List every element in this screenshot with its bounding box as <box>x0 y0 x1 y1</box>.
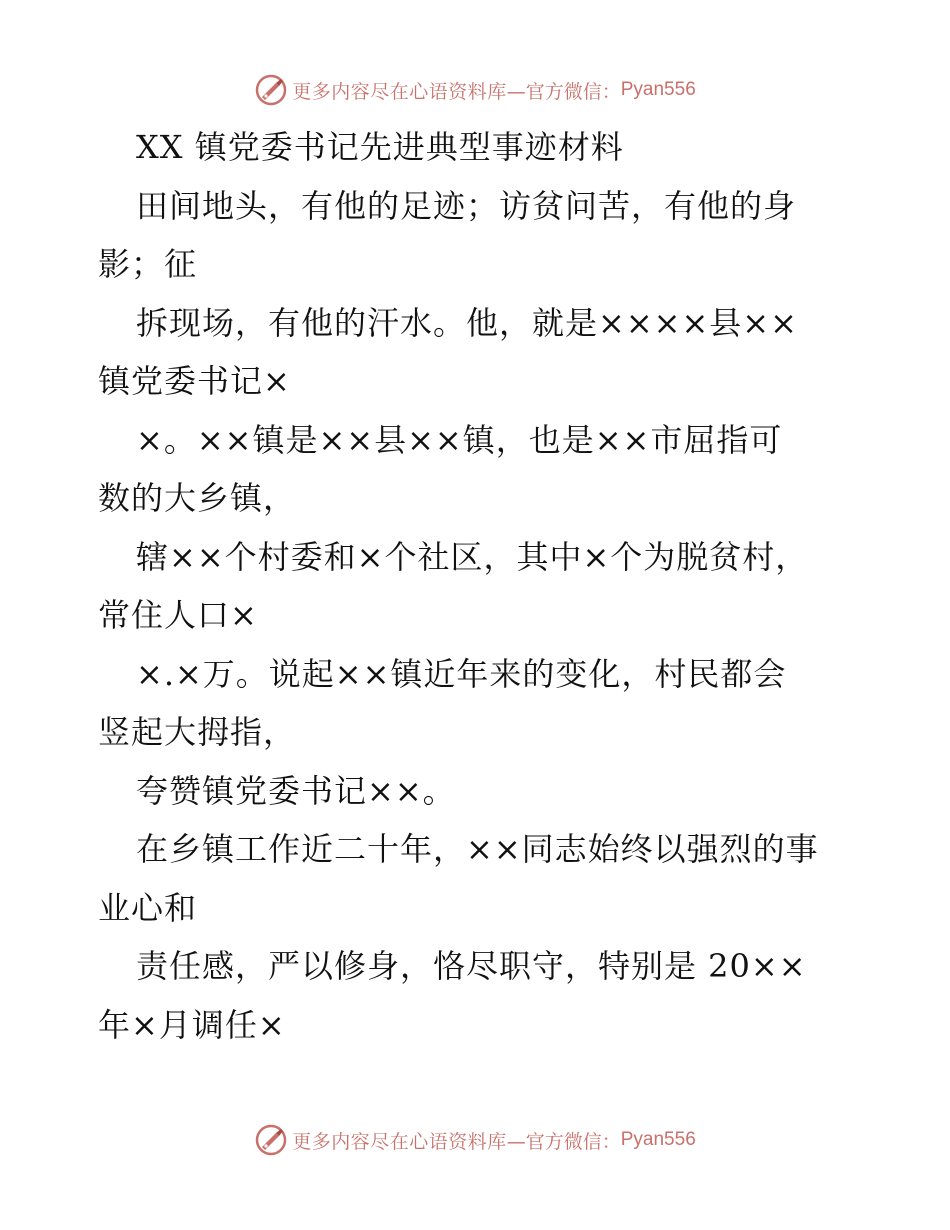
banner-text: 更多内容尽在心语资料库 <box>292 80 507 103</box>
banner-text: 更多内容尽在心语资料库 <box>292 1130 507 1153</box>
paragraph-line: 业心和 <box>98 888 198 927</box>
paragraph-line: 年×月调任× <box>98 1005 286 1044</box>
paragraph-line: 竖起大拇指， <box>98 713 297 751</box>
document-body <box>98 118 858 1054</box>
banner-separator: —官方微信： <box>506 1130 621 1153</box>
paragraph-line: 在乡镇工作近二十年，××同志始终以强烈的事 <box>136 830 819 868</box>
document-title: XX 镇党委书记先进典型事迹材料 <box>136 128 624 166</box>
paragraph-line: 夸赞镇党委书记××。 <box>136 771 456 810</box>
footer-watermark-banner <box>0 1120 950 1160</box>
paragraph-line: 镇党委书记× <box>98 362 291 400</box>
banner-wechat-id: Pyan556 <box>620 1129 696 1150</box>
paragraph-line: 责任感，严以修身，恪尽职守，特别是 20×× <box>136 947 807 985</box>
paragraph-line: 数的大乡镇， <box>98 479 297 517</box>
paragraph-line: 常住人口× <box>98 596 258 634</box>
paragraph-line: 拆现场，有他的汗水。他，就是××××县×× <box>136 303 798 342</box>
paragraph-line: ×。××镇是××县××镇，也是××市屈指可 <box>136 420 783 459</box>
paragraph-line: 辖××个村委和×个社区，其中×个为脱贫村， <box>136 537 809 576</box>
header-watermark-banner <box>0 70 950 110</box>
pen-logo-icon <box>254 73 288 107</box>
banner-separator: —官方微信： <box>506 80 621 103</box>
pen-logo-icon <box>254 1123 288 1157</box>
paragraph-line: ×.×万。说起××镇近年来的变化，村民都会 <box>136 654 787 693</box>
paragraph-line: 影；征 <box>98 245 198 283</box>
banner-wechat-id: Pyan556 <box>620 79 696 100</box>
paragraph-line: 田间地头，有他的足迹；访贫问苦，有他的身 <box>136 186 797 225</box>
